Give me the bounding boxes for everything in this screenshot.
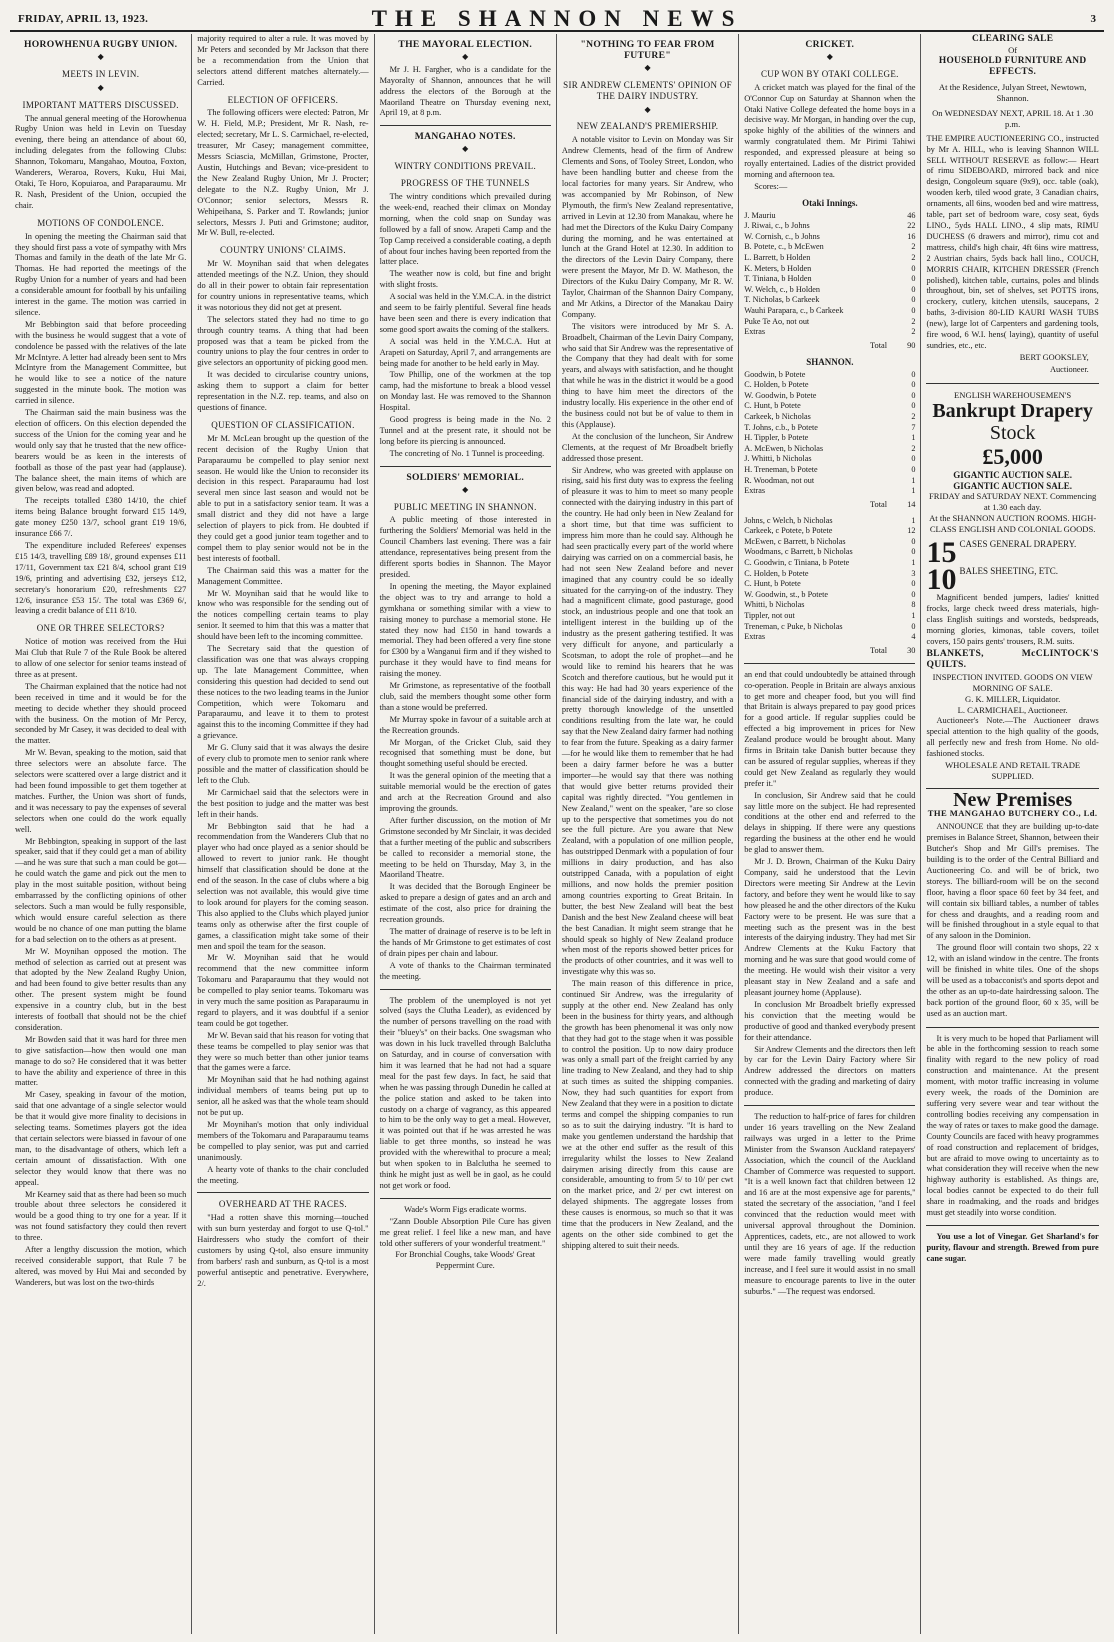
paragraph: The matter of drainage of reserve is to be left in the hands of Mr Grimstone to get estimates of cost of drain pipes per chain and labour. bbox=[379, 926, 551, 958]
paragraph: The problem of the unemployed is not yet solved (says the Clutha Leader), as evidenced by the number of persons travelling on the road with their "bluey's" on their backs. One swagsman who was down in his luck travelled through Balclutha on Saturday, and in course of conversation with him it was learned that he had not had a square meal for the past few days. In fact, he said that when he was passing through Dunedin he called at the police station and asked to be taken into custody on a charge of vagrancy, as this appeared to him to be the only way to get a meal. However, it was pointed out that if he was arrested he was liable to get three months, so instead he was provided with the wherewithal to procure a meal; but when spoken to in Balclutha he seemed to think he might just as well be in gaol, as he could not get work or food. bbox=[379, 995, 551, 1190]
score-row bbox=[744, 569, 915, 580]
article-subhead: ELECTION OF OFFICERS. bbox=[227, 94, 339, 105]
paragraph: Mr Kearney said that as there had been so much trouble about three selectors he considered it would be a good thing to try one for a year. If it was not found satisfactory they could then revert to three. bbox=[15, 1189, 187, 1243]
scorecard-otaki bbox=[744, 211, 915, 338]
score-row bbox=[744, 242, 915, 253]
runs-value: 2 bbox=[911, 443, 916, 453]
batsman-name: Johns, c Welch, b Nicholas bbox=[744, 515, 833, 525]
score-row bbox=[744, 370, 915, 381]
divider-line bbox=[380, 989, 551, 990]
score-row bbox=[744, 632, 915, 643]
paragraph: Tow Phillip, one of the workmen at the top camp, had the misfortune to break a blood vessel on Monday last. He was removed to the Shannon Hospital. bbox=[379, 370, 551, 413]
divider-ornament: ◆ bbox=[644, 62, 651, 72]
paragraph: A social was held in the Y.M.C.A. Hut at Arapeti on Saturday, April 7, and arrangements are being made for another to be held early in May. bbox=[379, 336, 551, 368]
score-row bbox=[744, 611, 915, 622]
score-row bbox=[744, 486, 915, 497]
paragraph: Mr Bowden said that it was hard for three men to give satisfaction—how then would one man manage to do so? He considered that it was better to have the ability and experience of three in this matter. bbox=[15, 1034, 187, 1088]
paragraph: A notable visitor to Levin on Monday was Sir Andrew Clements, head of the firm of Andrew Clements and Sons, of Tooley Street, London, who have been handling butter and cheese from the local factories for many years. Sir Andrew, who was accompanied by Mr Robinson, of New Plymouth, the firm's New Zealand representative, arrived in Levin at 12.30 from Manakau, where he had met the Directors of the Kuku Dairy Company during the morning, and he was entertained at lunch at the Grand Hotel at 12.30. In addition to the directors of the Levin Dairy Company, there were present the Mayor, Mr D. W. Matheson, the Directors of the Kuku Dairy Company, Mr R. W. Taylor, Chairman of the Shannon Dairy Company, and Mr Atkins, a Director of the Manakau Dairy Company. bbox=[561, 135, 734, 319]
article-subhead: OVERHEARD AT THE RACES. bbox=[218, 1199, 347, 1210]
scorecard-total bbox=[744, 341, 915, 352]
advert-line bbox=[926, 536, 1098, 570]
total-value: 90 bbox=[907, 340, 916, 350]
batsman-name: H. Tippler, b Potete bbox=[744, 433, 809, 443]
score-row bbox=[744, 391, 915, 402]
batsman-name: C. Hunt, b Potete bbox=[744, 401, 801, 411]
advert-text: GIGANTIC AUCTION SALE. bbox=[953, 480, 1073, 491]
advert-headline: New Premises bbox=[953, 789, 1073, 812]
paragraph: Mr G. Cluny said that it was always the desire of every club to promote men to senior rank where possible and the matter of classification should be left to the Club. bbox=[197, 743, 369, 785]
runs-value: 46 bbox=[907, 210, 916, 220]
article-subhead: QUESTION OF CLASSIFICATION. bbox=[211, 419, 355, 430]
divider-line bbox=[926, 1225, 1098, 1226]
paragraph: The receipts totalled £380 14/10, the chief items being Balance brought forward £15 14/9, gate money £250 13/7, school grant £19 19/6, insurance £66 7/. bbox=[15, 496, 187, 539]
runs-value: 3 bbox=[911, 568, 916, 578]
batsman-name: Puke Te Ao, not out bbox=[744, 316, 810, 326]
advert-headline: CLEARING SALE bbox=[972, 34, 1054, 44]
article-headline: HOROWHENUA RUGBY UNION. bbox=[23, 39, 178, 50]
paragraph: majority required to alter a rule. It was moved by Mr Peters and seconded by Mr Jackson that there be a recommendation from the Union that selectors attend different matches alternately.—Carried. bbox=[197, 34, 369, 87]
scorecard-shannon-first bbox=[744, 370, 915, 497]
score-row bbox=[744, 433, 915, 444]
divider-ornament: ◆ bbox=[97, 51, 104, 61]
article-headline: SOLDIERS' MEMORIAL. bbox=[406, 471, 525, 483]
batsman-name: T. Nicholas, b Carkeek bbox=[744, 295, 820, 305]
batsman-name: T. Tiniana, b Holden bbox=[744, 274, 812, 284]
scorecard-total bbox=[744, 500, 915, 511]
advert-body: Auctioneer's Note.—The Auctioneer draws special attention to the high quality of the goods, all perfectly new and fresh from Home. No old-fashioned stocks. bbox=[926, 715, 1099, 758]
paragraph: Mr J. D. Brown, Chairman of the Kuku Dairy Company, said he understood that the Levin Directors were meeting Sir Andrew at the Levin factory, and before they went he would like to say how pleased he and the other directors of the Kuku Factory were to be present. He was sure that a meeting such as the present was in the best interests of the dairying industry. They had met Sir Andrew Clements at the Kuku Factory that morning and he was sure that good would come of the meeting. He would wish their visitor a very pleasant stay in New Zealand and a safe and pleasant journey home (Applause). bbox=[744, 857, 916, 997]
paragraph: Mr Bebbington said that before proceeding with the business he would suggest that a vote of condolence be passed with the relatives of the late Mr McIntyre. A letter had already been sent to Mrs McIntyre from the Management Committee, but he would like to see a notice of the nature suggested in the minute book. The motion was carried in silence. bbox=[15, 319, 187, 406]
advert-signature: G. K. MILLER, Liquidator. bbox=[965, 693, 1061, 704]
runs-value: 0 bbox=[911, 274, 916, 284]
score-row bbox=[744, 600, 915, 611]
batsman-name: Wauhi Parapara, c., b Carkeek bbox=[744, 306, 844, 316]
paragraph: A cricket match was played for the final of the O'Connor Cup on Saturday at Shannon when the Otaki Native College defeated the home boys in a decisive way. Mr Morgan, in handing over the cup, spoke highly of the abilities of the winners and warmly congratulated them. Mr Pirimi Tahiwi responded, and expressed pleasure at being so royally entertained. Ladies of the district provided morning and afternoon tea. bbox=[744, 82, 916, 179]
paragraph: It was decided that the Borough Engineer be asked to prepare a design of gates and an arch and estimate of the cost, also price for draining the recreation grounds. bbox=[379, 882, 551, 925]
score-row bbox=[744, 526, 915, 537]
paragraph: Mr Bebbington said that he had a recommendation from the Wanderers Club that no player who had once played as a senior should be allowed to revert to junior rank. He thought himself that classification should be done at the end of the season. In the case of clubs where a big selection was not available, this would give time to look around for players for the coming season. This also applied to the Clubs which played junior teams only as otherwise after the first couple of games, a classification might take some of their men and spoil the team for the season. bbox=[197, 821, 369, 951]
runs-value: 0 bbox=[911, 306, 916, 316]
bankrupt-drapery-advert bbox=[926, 390, 1098, 790]
article-headline: MANGAHAO NOTES. bbox=[414, 131, 516, 143]
article-subhead: SIR ANDREW CLEMENTS' OPINION OF THE DAIRY INDUSTRY. bbox=[563, 79, 732, 101]
paragraph: The following officers were elected: Patron, Mr W. H. Field, M.P.; President, Mr R. Nash, re-elected; secretary, Mr L. S. Carmichael, re-elected, treasurer, Mr Casey; management committee, Messrs Sciascia, McMillan, Grimstone, Procter, Austin, Hutchings and Bevan; vice-president to the New Zealand Rugby Union, Mr J. Procter; delegate to the N.Z. Rugby Union, Mr J. O'Connor; senior selectors, Messrs R. Wehipeihana, S. Parker and T. Rowlands; junior selectors, Messrs J. Puti and Grimstone; auditor, Mr W. Bull, re-elected. bbox=[197, 108, 369, 238]
score-row bbox=[744, 285, 915, 296]
paragraph: The expenditure included Referees' expenses £15 14/3, travelling £89 18/, ground expenses £11 17/11, Government tax £21 8/4, school grant £19 19/6, printing and advertising £32, jerseys £12, secretary's honorarium £20, refreshments £27 12/6, insurance £53 15/. The total was £369 6/, leaving a credit balance of £11 8/10. bbox=[15, 540, 187, 616]
advert-text: BALES SHEETING, ETC. bbox=[959, 566, 1058, 577]
runs-value: 1 bbox=[911, 515, 916, 525]
paragraph: The Chairman said the main business was the election of officers. On this election depended the success of the Union for the coming year and he would only say that he trusted that the new office-bearers would be as keen in the interests of football as those of the past year had (applause). The balance sheet, the main items of which are given below, was read and adopted. bbox=[15, 408, 187, 494]
column-4 bbox=[557, 34, 739, 1634]
advert-body: ANNOUNCE that they are building up-to-date premises in Balance Street, Shannon, between their Butcher's Shop and Mr Gill's premises. The building is to the order of the Central Billiard and Auctioneering Co. and will be of brick, two storeys. The billiard-room will be on the second floor, having a floor space 60 feet by 34 feet, and will contain six billiard tables, a number of tables for chess and draughts, and a reading room and will be finished throughout in a style equal to that of any saloon in the Dominion. bbox=[926, 822, 1099, 941]
score-row bbox=[744, 264, 915, 275]
score-row bbox=[744, 622, 915, 633]
advert-line bbox=[926, 563, 1098, 597]
score-row bbox=[744, 516, 915, 527]
column-6 bbox=[921, 34, 1103, 1634]
paragraph: A social was held in the Y.M.C.A. in the district and seem to be fairly plentiful. Several fine heads have been seen and there is every indication that some good sport awaits the coming of the stalkers. bbox=[379, 292, 551, 334]
column-1 bbox=[10, 34, 192, 1634]
score-row bbox=[744, 380, 915, 391]
scorecard-shannon-second bbox=[744, 516, 915, 643]
advert-body: THE EMPIRE AUCTIONEERING CO., instructed by Mr A. HILL, who is leaving Shannon WILL SELL WITHOUT RESERVE as follow:— Heart of rimu SIDEBOARD, mirrored back and nice design, Congoleum square (9x9), occ. table (oak), wooden kerb, tiled wood grate, 3 Canadian chairs, ornaments, all 6ins, wooden bed and wire mattress, table, part set of bedroom ware, cosy seat, 6yds LINO., 5yds HALL LINO., 4 slip mats, RIMU DUCHESS (6 drawers and mirror), rimu cot and mattress, child's high chair, 4ft 6ins wire mattress, 2 Austrian chairs, 5yds back hall lino., COUCH, MORRIS CHAIR, KITCHEN DRESSER (French polished), kitchen table, curtains, poles and blinds throughout, bin, set of shelves, set POTTS irons, crockery, cutlery, kitchen utensils, saucepans, 2 baths, 3-division 80-LID KAURI WASH TUBS (new), large lot of Carpenters and gardening tools, fire wood, 6 W.I. hens( laying), quantity of useful sundries, etc., etc. bbox=[926, 133, 1099, 350]
advert-text: ENGLISH WAREHOUSEMEN'S bbox=[954, 389, 1072, 400]
advert-body: The ground floor will contain two shops, 22 x 12, with an island window in the centre. The fronts will be finished in white tiles. One of the shops will be used as a tobacconist's and sports depot and the other as an up-to-date hairdressing saloon. The back portion of the ground floor, 60 x 35, will be used as an auction mart. bbox=[926, 943, 1099, 1018]
runs-value: 0 bbox=[911, 380, 916, 390]
new-premises-advert bbox=[926, 789, 1099, 1027]
runs-value: 4 bbox=[911, 632, 916, 642]
score-row bbox=[744, 558, 915, 569]
article-subhead: IMPORTANT MATTERS DISCUSSED. bbox=[22, 99, 179, 110]
paragraph: Mr Moynihan's motion that only individual members of the Tokomaru and Paraparaumu teams be compelled to play senior, was put and carried unanimously. bbox=[197, 1120, 369, 1162]
runs-value: 0 bbox=[911, 263, 916, 273]
runs-value: 16 bbox=[907, 231, 916, 241]
score-row bbox=[744, 423, 915, 434]
paragraph: The Chairman said this was a matter for the Management Committee. bbox=[197, 565, 369, 586]
advert-date: On WEDNESDAY NEXT, APRIL 18. At 1 .30 p.m. bbox=[932, 107, 1094, 129]
runs-value: 1 bbox=[911, 433, 916, 443]
masthead bbox=[10, 6, 1104, 32]
issue-date: FRIDAY, APRIL 13, 1923. bbox=[18, 13, 149, 25]
batsman-name: K. Meters, b Holden bbox=[744, 263, 812, 273]
paragraph: Sir Andrew Clements and the directors then left by car for the Levin Dairy Factory where Sir Andrew addressed the directors on matters connected with the grading and marketing of dairy produce. bbox=[744, 1044, 916, 1098]
advert-text: FRIDAY and SATURDAY NEXT. Commencing at 1.30 each day. bbox=[928, 491, 1097, 513]
article-subhead: ONE OR THREE SELECTORS? bbox=[36, 623, 165, 634]
advert-paragraph: "Zann Double Absorption Pile Cure has given me great relief. I feel like a new man, and have told other sufferers of your wonderful treatment." bbox=[379, 1216, 551, 1248]
runs-value: 0 bbox=[911, 536, 916, 546]
score-row bbox=[744, 590, 915, 601]
article-subhead: PROGRESS OF THE TUNNELS bbox=[400, 178, 530, 189]
score-row bbox=[744, 444, 915, 455]
article-subhead: CUP WON BY OTAKI COLLEGE. bbox=[760, 68, 899, 79]
paragraph: Sir Andrew, who was greeted with applause on rising, said his first duty was to express the feeling of pleasure it was to him to meet so many people connected with the dairying industry in this part of the country. He had only been in New Zealand for a short time, but that time was sufficient to impress him more than he could say. Although he had seen practically every part of the world where dairying was carried on on a commercial basis, he had not seen New Zealand before and never imagined that any country could be so ideally situated for the carrying-on of the industry. They had a magnificent climate, good pasturage, good stock, an industrious people and one that took an intelligent interest in the building up of the industry as the present gathering testified. It was very difficult for anyone, and particularly a Scotsman, to adopt the role of prophet—and he would like to remind his hearers that he was Scotch and therefore cautious, but he would put it this way: He had had 30 years experience of the financial side of the dairying industry, and with a pretty thorough knowledge of the unsettled conditions resulting from the late war, he could say that the New Zealand dairy farmer had nothing to fear from the future. Speaking as a dairy farmer—for he would like them to remember that he had been a dairy farmer before he was a butter importer—he would say that there was nothing that would give better returns provided their capital was rightly directed. "You gentlemen in New Zealand," went on the speaker, "are so close up to the perspective that sometimes you do not see the full picture. Are you aware that New Zealand, with a population of one million people, has outstripped Denmark with a population of four millions in dairy production, and has also outstripped Canada, with a population of eight millions, and now holds the premier position among countries exporting to Great Britain. In butter, the best New Zealand will beat the best Danish and the best New Zealand cheese will beat the best Canadian. It might seem strange that he should speak so highly of New Zealand produce when most of the reports showed better prices for the products of other countries, and it was well to investigate why this was so. bbox=[561, 465, 734, 977]
batsman-name: L. Barrett, b Holden bbox=[744, 253, 811, 263]
batsman-name: C. Goodwin, c Tiniana, b Potete bbox=[744, 558, 850, 568]
paragraph: A vote of thanks to the Chairman terminated the meeting. bbox=[379, 960, 551, 981]
batsman-name: Tippler, not out bbox=[744, 611, 795, 620]
runs-value: 0 bbox=[911, 464, 916, 474]
runs-value: 1 bbox=[911, 558, 916, 568]
advert-paragraph: Wade's Worm Figs eradicate worms. bbox=[404, 1204, 527, 1214]
score-row bbox=[744, 547, 915, 558]
batsman-name: H. Treneman, b Potete bbox=[744, 464, 818, 474]
batsman-name: W. Welch, c., b Holden bbox=[744, 284, 820, 294]
advert-number: 10 bbox=[926, 563, 957, 597]
advert-text: At the SHANNON AUCTION ROOMS. HIGH-CLASS ENGLISH AND COLONIAL GOODS. bbox=[929, 513, 1097, 535]
paragraph: It was decided to circularise country unions, asking them to support a claim for better representation in the N.Z. rep. teams, and also on questions of finance. bbox=[197, 370, 369, 412]
article-subhead: MOTIONS OF CONDOLENCE. bbox=[37, 217, 165, 228]
newspaper-title: THE SHANNON NEWS bbox=[371, 6, 743, 31]
runs-value: 0 bbox=[911, 589, 916, 599]
runs-value: 0 bbox=[911, 390, 916, 400]
divider-ornament: ◆ bbox=[644, 104, 651, 114]
advert-amount: £5,000 bbox=[982, 443, 1043, 469]
batsman-name: J. Whitti, b Nicholas bbox=[744, 454, 812, 464]
paragraph: Mr W. Moynihan said that when delegates attended meetings of the N.Z. Union, they should do all in their power to obtain fair representation for country unions in representative teams, which it was notorious they did not get at present. bbox=[197, 259, 369, 312]
clearing-sale-advert bbox=[926, 34, 1098, 384]
advert-signature: BERT GOOKSLEY, bbox=[1019, 352, 1089, 362]
advert-headline: Bankrupt Drapery bbox=[932, 399, 1093, 422]
batsman-name: Extras bbox=[744, 486, 766, 496]
runs-value: 2 bbox=[911, 253, 916, 263]
paragraph: Mr Morgan, of the Cricket Club, said they recognised that something must be done, but thought something useful should be erected. bbox=[379, 737, 551, 769]
batsman-name: Carkeek, b Nicholas bbox=[744, 412, 811, 421]
paragraph: A public meeting of those interested in furthering the Soldiers' Memorial was held in the Council Chambers last evening. There was a fair attendance, representatives being present from the different sports bodies in Shannon. The Mayor presided. bbox=[379, 515, 551, 579]
batsman-name: B. Potete, c., b McEwen bbox=[744, 242, 824, 252]
column-2 bbox=[192, 34, 374, 1634]
paragraph: Mr J. H. Fargher, who is a candidate for the Mayoralty of Shannon, announces that he will address the electors of the Borough at the Maoriland Theatre on Thursday evening next, April 19, at 8 p.m. bbox=[379, 64, 551, 118]
article-subhead: COUNTRY UNIONS' CLAIMS. bbox=[219, 245, 346, 256]
batsman-name: C. Hunt, b Potete bbox=[744, 579, 801, 589]
runs-value: 2 bbox=[911, 242, 916, 252]
score-row bbox=[744, 412, 915, 423]
paragraph: Notice of motion was received from the Hui Mai Club that Rule 7 of the Rule Book be altered to allow of one selector for senior teams instead of three as at present. bbox=[15, 637, 187, 679]
total-value: 30 bbox=[907, 645, 916, 655]
article-headline: CRICKET. bbox=[805, 39, 855, 50]
paragraph: Mr Carmichael said that the selectors were in the best position to judge and the matter was best left in their hands. bbox=[197, 787, 369, 819]
runs-value: 0 bbox=[911, 369, 916, 379]
batsman-name: Extras bbox=[744, 327, 766, 337]
advert-paragraph: You use a lot of Vinegar. Get Sharland's for purity, flavour and strength. Brewed from pure cane sugar. bbox=[926, 1231, 1099, 1263]
advert-body: Magnificent bended jumpers, ladies' knitted frocks, large check tweed dress materials, high-class English suitings and worsteds, bedspreads, morning glories, kimonas, table covers, toilet covers, 150 pairs gents' trousers, R.M. suits. bbox=[926, 593, 1099, 647]
advert-text: INSPECTION INVITED. GOODS ON VIEW MORNING OF SALE. bbox=[932, 671, 1093, 693]
paragraph: The Secretary said that the question of classification was one that was always cropping up. The late Management Committee, when considering this question had decided to send out these notices to the two leading teams in the Junior Competition, which were Tokomaru and Paraparaumu, and leave it to them to protest against this to the incoming Committee if they had a grievance. bbox=[197, 644, 369, 741]
batsman-name: T. Johns, c.b., b Potete bbox=[744, 422, 818, 432]
advert-signature: L. CARMICHAEL, Auctioneer. bbox=[957, 704, 1068, 715]
runs-value: 0 bbox=[911, 401, 916, 411]
score-row bbox=[744, 306, 915, 317]
article-subhead: MEETS IN LEVIN. bbox=[62, 68, 140, 79]
runs-value: 1 bbox=[911, 486, 916, 496]
advert-text: GIGANTIC AUCTION SALE. bbox=[953, 469, 1073, 480]
columns bbox=[10, 34, 1104, 1634]
article-headline: THE MAYORAL ELECTION. bbox=[398, 39, 533, 50]
paragraph: The selectors stated they had no time to go through country teams. A thing that had been proposed was that a team be picked from the country unions to play the four centres in order to give selectors an opportunity of picking good men. bbox=[197, 314, 369, 368]
batsman-name: Woodmans, c Barrett, b Nicholas bbox=[744, 547, 853, 557]
paragraph: Mr M. McLean brought up the question of the recent decision of the Rugby Union that Paraparaumu be compelled to play senior next season. He would like the Union to reconsider its decision in this respect. Paraparaumu had lost several men since last season and would not be able to put in a satisfactory senior team. It was a small district and they did not have a large selection of players to pick from. He doubted if they could get a good junior team together and to compel them to play senior would not be in the best interests of football. bbox=[197, 433, 369, 563]
paragraph: In conclusion, Sir Andrew said that he could say little more on the subject. He had represented conditions at the other end and referred to the delays in shipping. If there were any questions regarding the business at the other end he would be glad to answer them. bbox=[744, 790, 916, 855]
divider-line bbox=[744, 663, 915, 664]
batsman-name: McEwen, c Barrett, b Nicholas bbox=[744, 536, 846, 546]
batsman-name: J. Riwai, c., b Johns bbox=[744, 221, 810, 231]
paragraph: Mr Murray spoke in favour of a suitable arch at the Recreation grounds. bbox=[379, 714, 551, 735]
score-row bbox=[744, 295, 915, 306]
paragraph: A hearty vote of thanks to the chair concluded the meeting. bbox=[197, 1164, 369, 1185]
score-row bbox=[744, 274, 915, 285]
score-row bbox=[744, 537, 915, 548]
total-label: Total bbox=[870, 499, 888, 509]
paragraph: Mr Bebbington, speaking in support of the last speaker, said that if they could get a man of ability—and he was sure that such a man could be got—he could watch the game and pick out the men to play in the most suitable position, without being embarrassed by the conflicting opinions of other selectors. Such a man would be fully responsible, which would ensure careful selection as there would be no chance of one man putting the blame for a bad selection on to the others as at present. bbox=[15, 836, 187, 944]
batsman-name: Whitti, b Nicholas bbox=[744, 600, 805, 610]
advert-signature: Auctioneer. bbox=[1049, 364, 1089, 374]
runs-value: 7 bbox=[911, 422, 916, 432]
runs-value: 8 bbox=[911, 600, 916, 610]
score-row bbox=[744, 317, 915, 328]
paragraph: The main reason of this difference in price, continued Sir Andrew, was the irregularity of supply at the other end. New Zealand has only been in the business for thirty years, and although the growth has been phenomenal it was only now that they had got to the stage when it was possible to control the position. Up to now dairy produce was only a small part of the freight carried by any line trading to New Zealand, and they had to ship at such times as suited the shipping companies. Now, they had such quantities for export from New Zealand that they were in a position to dictate terms and compel the shipping companies to run so as to suit the dairying industry. "It is hard to make you gentlemen understand the hardship that we at the other end suffer as the result of this irregularity whilst the losses to New Zealand dairymen arising directly from this cause are considerable, amounting to from 5/ to 10/ per cwt on the market price, and 2/ per cwt interest on delayed shipments. The aggregate losses from these causes is enormous, so much so that it was time that the producers in New Zealand, and the agents on the other side combined to get the shipping altered to suit their needs. bbox=[561, 979, 734, 1250]
advert-paragraph: For Bronchial Coughs, take Woods' Great Peppermint Cure. bbox=[395, 1250, 536, 1271]
advert-firm: THE MANGAHAO BUTCHERY CO., Ld. bbox=[927, 808, 1098, 819]
paragraph: It is very much to be hoped that Parliament will be able in the forthcoming session to reach some finality with regard to the new policy of road construction and maintenance. At the present moment, with motor traffic increasing in volume every week, the roads of the Dominion are suffering very severe wear and tear without the controlling bodies receiving any compensation in the way of rates or taxes to make good the damage. County Councils are faced with heavy programmes of road construction and replacement of bridges, but are afraid to move owing to uncertainty as to what consideration they will receive when the new highway authority is established. As things are, local bodies cannot be expected to do their full share in roadmaking, and the roads and bridges must get steadily into worse condition. bbox=[926, 1033, 1099, 1218]
paragraph: The annual general meeting of the Horowhenua Rugby Union was held in Levin on Tuesday evening, there being an attendance of about 60, including delegates from the following Clubs: Shannon, Tokomaru, Mangahao, Moutoa, Foxton, Wanderers, Weraroa, Rovers, Kuku, Hui Mai, Otaki, Te Horo, Kopuiaroa, and Paraparaumu. Mr R. Nash, President of the Union, occupied the chair. bbox=[15, 113, 187, 210]
paragraph: It was the general opinion of the meeting that a suitable memorial would be the erection of gates and arch at the Recreation Ground and also improving the grounds. bbox=[379, 771, 551, 813]
paragraph: Mr W. Moynihan opposed the motion. The method of selection as carried out at present was that adopted by the New Zealand Rugby Union, and had been found to give better results than any other. The present system might be found expensive in a country club, but in the best interests of football that should not be the chief consideration. bbox=[15, 946, 187, 1032]
advert-location: At the Residence, Julyan Street, Newtown, Shannon. bbox=[938, 81, 1087, 103]
paragraph: Mr W. Moynihan said that he would like to know who was responsible for the sending out of the notices compelling certain teams to play senior. It seemed to him that this was a matter that should have been left to the incoming committee. bbox=[197, 588, 369, 642]
runs-value: 12 bbox=[907, 526, 916, 536]
divider-line bbox=[380, 125, 551, 126]
divider-line bbox=[744, 1105, 915, 1106]
paragraph: In conclusion Mr Broadbelt briefly expressed his conviction that the meeting would be productive of good and thanked everybody present for their attendance. bbox=[744, 999, 916, 1042]
paragraph: Mr Casey, speaking in favour of the motion, said that one advantage of a single selector would be that it would give more finality to decisions in selecting teams. Sometimes players got the idea that certain selectors were biassed in favour of one man, to the disadvantage of others, which left a certain amount of dissatisfaction. With one selector they would know that there was no appeal. bbox=[15, 1090, 187, 1187]
batsman-name: W. Cornish, c., b Johns bbox=[744, 231, 820, 241]
runs-value: 0 bbox=[911, 295, 916, 305]
advert-headline: HOUSEHOLD FURNITURE AND EFFECTS. bbox=[938, 55, 1087, 77]
divider-ornament: ◆ bbox=[97, 82, 104, 92]
runs-value: 0 bbox=[911, 454, 916, 464]
paragraph: The concreting of No. 1 Tunnel is proceeding. bbox=[389, 448, 545, 458]
advert-text: BLANKETS, McCLINTOCK'S QUILTS. bbox=[926, 648, 1099, 670]
batsman-name: C. Holden, b Potete bbox=[744, 568, 809, 578]
advert-number: 15 bbox=[926, 536, 957, 570]
paragraph: The reduction to half-price of fares for children under 16 years travelling on the New Zealand railways was urged in a letter to the Prime Minister from the Swanson Auckland ratepayers' Association, which the council of the Auckland Chamber of Commerce was requested to support. "It is a well known fact that children between 12 and 16 are at the most expensive age for parents," stated the secretary of the association, "and I feel convinced that the reduction would meet with universal approval throughout the Dominion. Apprentices, cadets, etc., are not allowed to work until they are 16 years of age. If the reduction were made family travelling would greatly increase, and I feel sure it would assist in no small measure to encourage parents to live in the outer suburbs." —The request was endorsed. bbox=[744, 1112, 916, 1296]
paragraph: Mr Moynihan said that he had nothing against individual members of teams being put up to senior, all he asked was that the whole team should not be put up. bbox=[197, 1075, 369, 1118]
scorecard-total bbox=[744, 646, 915, 657]
scorecard-title: Otaki Innings. bbox=[802, 197, 858, 208]
paragraph: In opening the meeting the Chairman said that they should first pass a vote of sympathy with Mrs Thomas and family in the death of the late Mr G. Thomas. He had reported the meetings of the Rugby Union for a number of years and had been a considerable amount for football by his unfailing interest in the game. The motion was carried in silence. bbox=[15, 231, 187, 317]
paragraph: Mr W. Bevan said that his reason for voting that these teams be compelled to play senior was that they were so much better than other junior teams that the games were a farce. bbox=[197, 1030, 369, 1073]
paragraph: The Chairman explained that the notice had not been received in time and it would be for the meeting to decide whether they should proceed with the business. On the motion of Mr Percy, seconded by Mr Casey, it was decided to deal with the matter. bbox=[15, 681, 187, 746]
runs-value: 2 bbox=[911, 412, 916, 421]
batsman-name: W. Goodwin, st., b Potete bbox=[744, 589, 829, 599]
runs-value: 2 bbox=[911, 327, 916, 337]
divider-ornament: ◆ bbox=[826, 51, 833, 61]
score-row bbox=[744, 232, 915, 243]
batsman-name: Carkeek, c Potete, b Potete bbox=[744, 526, 833, 536]
advert-text: WHOLESALE AND RETAIL TRADE SUPPLIED. bbox=[945, 760, 1081, 782]
paragraph: At the conclusion of the luncheon, Sir Andrew Clements, at the request of Mr Broadbelt briefly addressed those present. bbox=[561, 431, 734, 463]
paragraph: Mr W. Bevan, speaking to the motion, said that three selectors were an absolute farce. The selectors were scattered over a large district and it had been found impossible to get them together at matches. Further, the Union was short of funds, and it was necessary to pay the expenses of several selectors when one could do the work equally well. bbox=[15, 748, 187, 834]
advert-text: CASES GENERAL DRAPERY. bbox=[959, 539, 1077, 550]
batsman-name: J. Mauriu bbox=[744, 210, 776, 220]
advert-paragraph: "Had a rotten shave this morning—touched with sun burn yesterday and forgot to use Q-tol." Hairdressers who study the comfort of their customers by using Q-tol, also ensure immunity from barbers' rash and sunburn, as Q-tol is a most powerful antiseptic and penetrative. Everywhere, 2/. bbox=[197, 1213, 369, 1288]
score-row bbox=[744, 211, 915, 222]
runs-value: 22 bbox=[907, 221, 916, 231]
score-row bbox=[744, 253, 915, 264]
total-label: Total bbox=[870, 645, 888, 655]
scores-label: Scores:— bbox=[754, 181, 788, 191]
scorecard-title: SHANNON. bbox=[806, 356, 854, 367]
batsman-name: R. Woodman, not out bbox=[744, 475, 815, 485]
paragraph: Mr W. Moynihan said that he would recommend that the new committee inform Tokomaru and Paraparaumu that they would not be compelled to play senior teams. Tokomaru was in very much the same position as Paraparaumu in regard to players, and it was doubtful if a senior team could be got together. bbox=[197, 953, 369, 1028]
score-row bbox=[744, 465, 915, 476]
score-row bbox=[744, 579, 915, 590]
article-subhead: PUBLIC MEETING IN SHANNON. bbox=[393, 501, 537, 512]
paragraph: After a lengthy discussion the motion, which received considerable support, that Rule 7 be altered, was moved by Hui Mai and seconded by Wanderers, but was lost on the two-thirds bbox=[15, 1245, 187, 1287]
batsman-name: A. McEwen, b Nicholas bbox=[744, 443, 824, 453]
paragraph: Mr Grimstone, as representative of the football club, said the members thought some other form than a stone would be preferred. bbox=[379, 681, 551, 712]
runs-value: 0 bbox=[911, 579, 916, 589]
total-label: Total bbox=[870, 340, 888, 350]
advert-headline: Stock bbox=[989, 421, 1036, 444]
column-3 bbox=[375, 34, 557, 1634]
batsman-name: Treneman, c Puke, b Nicholas bbox=[744, 621, 843, 631]
batsman-name: Extras bbox=[744, 632, 766, 642]
paragraph: The weather now is cold, but fine and bright with slight frosts. bbox=[379, 269, 551, 290]
runs-value: 2 bbox=[911, 316, 916, 326]
page-number: 3 bbox=[1090, 13, 1096, 25]
runs-value: 1 bbox=[911, 611, 916, 620]
paragraph: The visitors were introduced by Mr S. A. Broadbelt, Chairman of the Levin Dairy Company, who said that Sir Andrew was the representative of the Company that they had dealt with for some years, and always with satisfaction, and he thought that while he was in the district it would be a good thing to have him meet the directors of the industry locally. His experience in the other end of the business could not but be of value to them in this (Applause). bbox=[561, 321, 734, 429]
runs-value: 1 bbox=[911, 475, 916, 485]
paragraph: Good progress is being made in the No. 2 Tunnel and at the present rate, it should not be long before its piercing is announced. bbox=[379, 415, 551, 446]
paragraph: an end that could undoubtedly be attained through co-operation. People in Britain are always anxious to get more and cheaper food, but you will find that Britain is always prepared to pay good prices for a good article. If regular supplies could be effected a big improvement in prices for New Zealand produce would be brought about. Many firms in Britain take Danish butter because they can be assured of regular supplies, whereas if they could get New Zealand as regularly they would prefer it." bbox=[744, 669, 916, 788]
runs-value: 0 bbox=[911, 547, 916, 557]
divider-line bbox=[380, 466, 551, 467]
divider-line bbox=[380, 1198, 551, 1199]
score-row bbox=[744, 476, 915, 487]
score-row bbox=[744, 454, 915, 465]
article-subhead: WINTRY CONDITIONS PREVAIL. bbox=[394, 161, 537, 172]
total-value: 14 bbox=[907, 499, 916, 509]
score-row bbox=[744, 221, 915, 232]
batsman-name: C. Holden, b Potete bbox=[744, 380, 809, 390]
divider-ornament: ◆ bbox=[462, 51, 469, 61]
batsman-name: W. Goodwin, b Potete bbox=[744, 390, 817, 400]
divider-ornament: ◆ bbox=[462, 144, 469, 154]
batsman-name: Goodwin, b Potete bbox=[744, 369, 806, 379]
score-row bbox=[744, 401, 915, 412]
article-headline: "NOTHING TO FEAR FROM FUTURE" bbox=[580, 39, 715, 61]
paragraph: The wintry conditions which prevailed during the week-end, reached their climax on Monday morning, when the cold snap on Sunday was followed by a fall of snow. Arapeti Camp and the Top Camp received a considerable coating, a depth of about four inches having been reported from the latter place. bbox=[379, 191, 551, 267]
advert-text: Of bbox=[1008, 44, 1018, 55]
runs-value: 0 bbox=[911, 621, 916, 631]
divider-ornament: ◆ bbox=[462, 484, 469, 494]
column-5 bbox=[739, 34, 921, 1634]
paragraph: After further discussion, on the motion of Mr Grimstone seconded by Mr Sinclair, it was decided that a further meeting of the public and subscribers be called to reconsider a memorial stone, the meeting to be held on Thursday, May 3, in the Maoriland Theatre. bbox=[379, 815, 551, 880]
article-subhead: NEW ZEALAND'S PREMIERSHIP. bbox=[576, 121, 719, 132]
paragraph: In opening the meeting, the Mayor explained the object was to try and arrange to hold a gymkhana or something similar with a view to raising money to purchase a memorial stone. He stated they now had £150 in hand towards a memorial. They had been offered a very fine stone for £300 by a Wanganui firm and if they wished to purchase it they would have to find means for raising the money. bbox=[379, 581, 551, 679]
score-row bbox=[744, 327, 915, 338]
runs-value: 0 bbox=[911, 284, 916, 294]
divider-line bbox=[197, 1192, 368, 1193]
